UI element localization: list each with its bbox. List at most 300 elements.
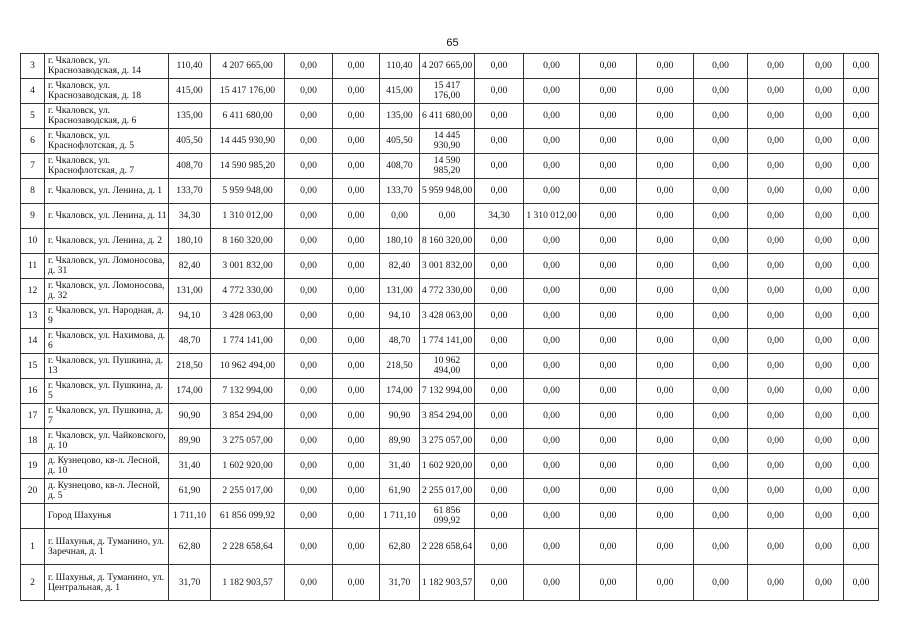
value-cell: 0,00	[637, 329, 694, 354]
row-number-cell: 10	[21, 229, 45, 254]
value-cell: 0,00	[844, 79, 879, 104]
value-cell: 0,00	[333, 179, 380, 204]
value-cell: 0,00	[580, 379, 637, 404]
value-cell: 0,00	[694, 204, 748, 229]
value-cell: 0,00	[844, 179, 879, 204]
value-cell: 180,10	[380, 229, 420, 254]
value-cell: 0,00	[637, 354, 694, 379]
row-number-cell: 2	[21, 565, 45, 601]
value-cell: 0,00	[580, 54, 637, 79]
value-cell: 1 310 012,00	[524, 204, 580, 229]
value-cell: 0,00	[580, 129, 637, 154]
value-cell: 14 445 930,90	[420, 129, 475, 154]
value-cell: 3 275 057,00	[420, 429, 475, 454]
value-cell: 0,00	[804, 504, 844, 529]
value-cell: 0,00	[524, 179, 580, 204]
row-number-cell	[21, 504, 45, 529]
row-number-cell: 18	[21, 429, 45, 454]
value-cell: 0,00	[333, 504, 380, 529]
value-cell: 8 160 320,00	[420, 229, 475, 254]
value-cell: 0,00	[804, 329, 844, 354]
value-cell: 0,00	[804, 204, 844, 229]
value-cell: 0,00	[475, 129, 524, 154]
value-cell: 0,00	[285, 479, 333, 504]
value-cell: 0,00	[804, 279, 844, 304]
value-cell: 6 411 680,00	[211, 104, 285, 129]
value-cell: 0,00	[637, 229, 694, 254]
address-cell: г. Чкаловск, ул. Пушкина, д. 5	[45, 379, 169, 404]
value-cell: 1 711,10	[380, 504, 420, 529]
value-cell: 0,00	[694, 504, 748, 529]
value-cell: 34,30	[475, 204, 524, 229]
value-cell: 94,10	[380, 304, 420, 329]
value-cell: 0,00	[524, 429, 580, 454]
value-cell: 415,00	[380, 79, 420, 104]
value-cell: 0,00	[748, 179, 804, 204]
value-cell: 0,00	[748, 454, 804, 479]
value-cell: 0,00	[580, 104, 637, 129]
value-cell: 0,00	[285, 79, 333, 104]
value-cell: 0,00	[333, 104, 380, 129]
value-cell: 0,00	[844, 54, 879, 79]
value-cell: 133,70	[169, 179, 211, 204]
table-row	[21, 529, 879, 565]
value-cell: 3 854 294,00	[211, 404, 285, 429]
value-cell: 1 602 920,00	[420, 454, 475, 479]
address-cell: г. Чкаловск, ул. Пушкина, д. 13	[45, 354, 169, 379]
value-cell: 62,80	[380, 529, 420, 565]
value-cell: 3 854 294,00	[420, 404, 475, 429]
value-cell: 2 255 017,00	[211, 479, 285, 504]
value-cell: 0,00	[694, 279, 748, 304]
value-cell: 0,00	[748, 104, 804, 129]
value-cell: 133,70	[380, 179, 420, 204]
value-cell: 0,00	[285, 204, 333, 229]
value-cell: 0,00	[844, 154, 879, 179]
value-cell: 180,10	[169, 229, 211, 254]
housing-program-table	[20, 53, 879, 601]
value-cell: 4 772 330,00	[420, 279, 475, 304]
value-cell: 0,00	[475, 329, 524, 354]
value-cell: 0,00	[748, 504, 804, 529]
table-row	[21, 379, 879, 404]
address-cell: г. Чкаловск, ул. Народная, д. 9	[45, 304, 169, 329]
value-cell: 0,00	[580, 154, 637, 179]
row-number-cell: 8	[21, 179, 45, 204]
value-cell: 0,00	[637, 454, 694, 479]
table-row	[21, 104, 879, 129]
value-cell: 0,00	[333, 229, 380, 254]
value-cell: 0,00	[524, 354, 580, 379]
value-cell: 0,00	[844, 329, 879, 354]
value-cell: 0,00	[844, 479, 879, 504]
address-cell: г. Чкаловск, ул. Краснофлотская, д. 5	[45, 129, 169, 154]
value-cell: 0,00	[844, 504, 879, 529]
value-cell: 0,00	[804, 565, 844, 601]
value-cell: 0,00	[580, 229, 637, 254]
value-cell: 0,00	[580, 354, 637, 379]
value-cell: 0,00	[748, 54, 804, 79]
value-cell: 1 711,10	[169, 504, 211, 529]
value-cell: 0,00	[475, 154, 524, 179]
table-row	[21, 304, 879, 329]
value-cell: 0,00	[748, 565, 804, 601]
value-cell: 0,00	[333, 254, 380, 279]
value-cell: 3 275 057,00	[211, 429, 285, 454]
value-cell: 0,00	[637, 279, 694, 304]
value-cell: 0,00	[844, 404, 879, 429]
value-cell: 0,00	[804, 304, 844, 329]
value-cell: 0,00	[285, 329, 333, 354]
value-cell: 14 445 930,90	[211, 129, 285, 154]
value-cell: 0,00	[333, 204, 380, 229]
value-cell: 0,00	[420, 204, 475, 229]
value-cell: 0,00	[580, 429, 637, 454]
value-cell: 0,00	[524, 504, 580, 529]
value-cell: 0,00	[285, 354, 333, 379]
value-cell: 0,00	[637, 154, 694, 179]
value-cell: 0,00	[285, 254, 333, 279]
table-row	[21, 229, 879, 254]
value-cell: 0,00	[694, 354, 748, 379]
value-cell: 7 132 994,00	[420, 379, 475, 404]
value-cell: 0,00	[333, 404, 380, 429]
value-cell: 0,00	[804, 229, 844, 254]
value-cell: 0,00	[285, 154, 333, 179]
row-number-cell: 7	[21, 154, 45, 179]
table-row	[21, 254, 879, 279]
value-cell: 0,00	[804, 79, 844, 104]
value-cell: 0,00	[694, 479, 748, 504]
value-cell: 0,00	[804, 379, 844, 404]
value-cell: 0,00	[524, 529, 580, 565]
value-cell: 405,50	[380, 129, 420, 154]
table-row	[21, 179, 879, 204]
value-cell: 0,00	[524, 479, 580, 504]
value-cell: 0,00	[285, 104, 333, 129]
value-cell: 110,40	[169, 54, 211, 79]
value-cell: 0,00	[580, 454, 637, 479]
value-cell: 0,00	[637, 429, 694, 454]
value-cell: 0,00	[804, 104, 844, 129]
value-cell: 0,00	[475, 304, 524, 329]
row-number-cell: 1	[21, 529, 45, 565]
value-cell: 174,00	[169, 379, 211, 404]
value-cell: 5 959 948,00	[211, 179, 285, 204]
value-cell: 0,00	[748, 229, 804, 254]
value-cell: 0,00	[580, 254, 637, 279]
value-cell: 0,00	[637, 529, 694, 565]
value-cell: 0,00	[748, 354, 804, 379]
value-cell: 0,00	[524, 379, 580, 404]
row-number-cell: 11	[21, 254, 45, 279]
value-cell: 1 602 920,00	[211, 454, 285, 479]
value-cell: 0,00	[844, 354, 879, 379]
value-cell: 0,00	[637, 129, 694, 154]
value-cell: 0,00	[804, 529, 844, 565]
value-cell: 0,00	[694, 529, 748, 565]
value-cell: 218,50	[169, 354, 211, 379]
value-cell: 82,40	[380, 254, 420, 279]
value-cell: 0,00	[694, 229, 748, 254]
value-cell: 62,80	[169, 529, 211, 565]
value-cell: 405,50	[169, 129, 211, 154]
value-cell: 0,00	[380, 204, 420, 229]
value-cell: 10 962 494,00	[211, 354, 285, 379]
value-cell: 4 207 665,00	[420, 54, 475, 79]
value-cell: 0,00	[637, 565, 694, 601]
value-cell: 61,90	[169, 479, 211, 504]
value-cell: 0,00	[580, 529, 637, 565]
value-cell: 0,00	[524, 129, 580, 154]
address-cell: г. Чкаловск, ул. Ленина, д. 11	[45, 204, 169, 229]
table-row	[21, 429, 879, 454]
value-cell: 0,00	[475, 479, 524, 504]
value-cell: 0,00	[637, 504, 694, 529]
value-cell: 15 417 176,00	[211, 79, 285, 104]
value-cell: 0,00	[748, 479, 804, 504]
value-cell: 0,00	[475, 229, 524, 254]
value-cell: 174,00	[380, 379, 420, 404]
value-cell: 0,00	[844, 454, 879, 479]
value-cell: 0,00	[748, 429, 804, 454]
value-cell: 0,00	[285, 54, 333, 79]
value-cell: 0,00	[844, 279, 879, 304]
address-cell: г. Чкаловск, ул. Нахимова, д. 6	[45, 329, 169, 354]
value-cell: 0,00	[285, 229, 333, 254]
value-cell: 0,00	[285, 179, 333, 204]
address-cell: Город Шахунья	[45, 504, 169, 529]
value-cell: 0,00	[748, 529, 804, 565]
value-cell: 1 774 141,00	[211, 329, 285, 354]
value-cell: 61 856 099,92	[211, 504, 285, 529]
value-cell: 0,00	[285, 429, 333, 454]
value-cell: 82,40	[169, 254, 211, 279]
value-cell: 0,00	[333, 529, 380, 565]
value-cell: 0,00	[748, 204, 804, 229]
value-cell: 0,00	[637, 404, 694, 429]
value-cell: 0,00	[580, 565, 637, 601]
value-cell: 0,00	[694, 254, 748, 279]
table-row	[21, 504, 879, 529]
value-cell: 0,00	[333, 479, 380, 504]
value-cell: 0,00	[475, 104, 524, 129]
value-cell: 0,00	[694, 454, 748, 479]
value-cell: 0,00	[580, 204, 637, 229]
row-number-cell: 14	[21, 329, 45, 354]
value-cell: 0,00	[524, 54, 580, 79]
value-cell: 0,00	[580, 404, 637, 429]
value-cell: 0,00	[285, 279, 333, 304]
value-cell: 0,00	[475, 54, 524, 79]
value-cell: 0,00	[637, 254, 694, 279]
table-row	[21, 404, 879, 429]
value-cell: 0,00	[637, 104, 694, 129]
value-cell: 0,00	[524, 329, 580, 354]
row-number-cell: 19	[21, 454, 45, 479]
value-cell: 0,00	[748, 279, 804, 304]
address-cell: г. Чкаловск, ул. Краснозаводская, д. 6	[45, 104, 169, 129]
value-cell: 90,90	[380, 404, 420, 429]
table-row	[21, 79, 879, 104]
value-cell: 0,00	[694, 129, 748, 154]
value-cell: 1 182 903,57	[211, 565, 285, 601]
address-cell: г. Шахунья, д. Туманино, ул. Центральная, д. 1	[45, 565, 169, 601]
value-cell: 0,00	[285, 454, 333, 479]
value-cell: 0,00	[524, 254, 580, 279]
value-cell: 0,00	[637, 79, 694, 104]
value-cell: 0,00	[844, 104, 879, 129]
value-cell: 0,00	[694, 79, 748, 104]
value-cell: 0,00	[844, 304, 879, 329]
value-cell: 0,00	[333, 565, 380, 601]
address-cell: г. Чкаловск, ул. Ломоносова, д. 32	[45, 279, 169, 304]
value-cell: 0,00	[524, 279, 580, 304]
table-row	[21, 54, 879, 79]
value-cell: 0,00	[285, 404, 333, 429]
value-cell: 0,00	[285, 504, 333, 529]
value-cell: 0,00	[748, 404, 804, 429]
value-cell: 135,00	[169, 104, 211, 129]
value-cell: 0,00	[475, 454, 524, 479]
value-cell: 0,00	[580, 304, 637, 329]
value-cell: 0,00	[694, 429, 748, 454]
table-body	[21, 54, 879, 601]
value-cell: 408,70	[380, 154, 420, 179]
row-number-cell: 3	[21, 54, 45, 79]
value-cell: 0,00	[748, 129, 804, 154]
table-row	[21, 204, 879, 229]
value-cell: 4 772 330,00	[211, 279, 285, 304]
row-number-cell: 16	[21, 379, 45, 404]
value-cell: 10 962 494,00	[420, 354, 475, 379]
row-number-cell: 20	[21, 479, 45, 504]
table-row	[21, 565, 879, 601]
value-cell: 15 417 176,00	[420, 79, 475, 104]
address-cell: г. Чкаловск, ул. Краснозаводская, д. 18	[45, 79, 169, 104]
value-cell: 0,00	[804, 254, 844, 279]
value-cell: 0,00	[333, 379, 380, 404]
row-number-cell: 15	[21, 354, 45, 379]
value-cell: 0,00	[804, 354, 844, 379]
value-cell: 7 132 994,00	[211, 379, 285, 404]
table-row	[21, 154, 879, 179]
value-cell: 0,00	[804, 129, 844, 154]
value-cell: 94,10	[169, 304, 211, 329]
value-cell: 0,00	[804, 429, 844, 454]
value-cell: 8 160 320,00	[211, 229, 285, 254]
value-cell: 3 001 832,00	[211, 254, 285, 279]
value-cell: 110,40	[380, 54, 420, 79]
value-cell: 3 001 832,00	[420, 254, 475, 279]
value-cell: 2 255 017,00	[420, 479, 475, 504]
value-cell: 0,00	[694, 104, 748, 129]
table-row	[21, 354, 879, 379]
table-row	[21, 129, 879, 154]
value-cell: 0,00	[694, 565, 748, 601]
value-cell: 0,00	[333, 154, 380, 179]
value-cell: 0,00	[475, 565, 524, 601]
value-cell: 408,70	[169, 154, 211, 179]
address-cell: г. Шахунья, д. Туманино, ул. Заречная, д. 1	[45, 529, 169, 565]
value-cell: 0,00	[844, 379, 879, 404]
value-cell: 0,00	[333, 279, 380, 304]
value-cell: 0,00	[844, 529, 879, 565]
value-cell: 0,00	[637, 304, 694, 329]
value-cell: 0,00	[804, 54, 844, 79]
value-cell: 0,00	[333, 129, 380, 154]
value-cell: 48,70	[380, 329, 420, 354]
value-cell: 0,00	[580, 479, 637, 504]
value-cell: 0,00	[333, 429, 380, 454]
value-cell: 415,00	[169, 79, 211, 104]
value-cell: 0,00	[637, 479, 694, 504]
value-cell: 4 207 665,00	[211, 54, 285, 79]
value-cell: 0,00	[804, 154, 844, 179]
row-number-cell: 9	[21, 204, 45, 229]
row-number-cell: 17	[21, 404, 45, 429]
value-cell: 0,00	[804, 479, 844, 504]
value-cell: 31,70	[169, 565, 211, 601]
value-cell: 0,00	[694, 54, 748, 79]
value-cell: 0,00	[748, 154, 804, 179]
value-cell: 2 228 658,64	[420, 529, 475, 565]
value-cell: 0,00	[524, 79, 580, 104]
value-cell: 0,00	[844, 204, 879, 229]
value-cell: 61,90	[380, 479, 420, 504]
value-cell: 14 590 985,20	[420, 154, 475, 179]
value-cell: 0,00	[694, 179, 748, 204]
row-number-cell: 4	[21, 79, 45, 104]
value-cell: 48,70	[169, 329, 211, 354]
value-cell: 0,00	[637, 54, 694, 79]
address-cell: г. Чкаловск, ул. Краснофлотская, д. 7	[45, 154, 169, 179]
value-cell: 131,00	[380, 279, 420, 304]
value-cell: 0,00	[524, 304, 580, 329]
value-cell: 3 428 063,00	[211, 304, 285, 329]
address-cell: г. Чкаловск, ул. Краснозаводская, д. 14	[45, 54, 169, 79]
value-cell: 3 428 063,00	[420, 304, 475, 329]
value-cell: 0,00	[524, 454, 580, 479]
value-cell: 31,40	[169, 454, 211, 479]
address-cell: д. Кузнецово, кв-л. Лесной, д. 10	[45, 454, 169, 479]
value-cell: 0,00	[844, 229, 879, 254]
value-cell: 0,00	[844, 565, 879, 601]
value-cell: 0,00	[637, 379, 694, 404]
table-row	[21, 479, 879, 504]
value-cell: 0,00	[333, 329, 380, 354]
value-cell: 0,00	[285, 565, 333, 601]
value-cell: 0,00	[580, 504, 637, 529]
value-cell: 0,00	[333, 54, 380, 79]
value-cell: 0,00	[475, 279, 524, 304]
value-cell: 0,00	[748, 379, 804, 404]
address-cell: г. Чкаловск, ул. Пушкина, д. 7	[45, 404, 169, 429]
value-cell: 0,00	[285, 379, 333, 404]
value-cell: 31,40	[380, 454, 420, 479]
value-cell: 14 590 985,20	[211, 154, 285, 179]
value-cell: 0,00	[475, 254, 524, 279]
row-number-cell: 13	[21, 304, 45, 329]
value-cell: 0,00	[694, 304, 748, 329]
value-cell: 0,00	[580, 179, 637, 204]
value-cell: 135,00	[380, 104, 420, 129]
value-cell: 34,30	[169, 204, 211, 229]
value-cell: 218,50	[380, 354, 420, 379]
table-row	[21, 279, 879, 304]
value-cell: 0,00	[475, 404, 524, 429]
value-cell: 0,00	[694, 329, 748, 354]
